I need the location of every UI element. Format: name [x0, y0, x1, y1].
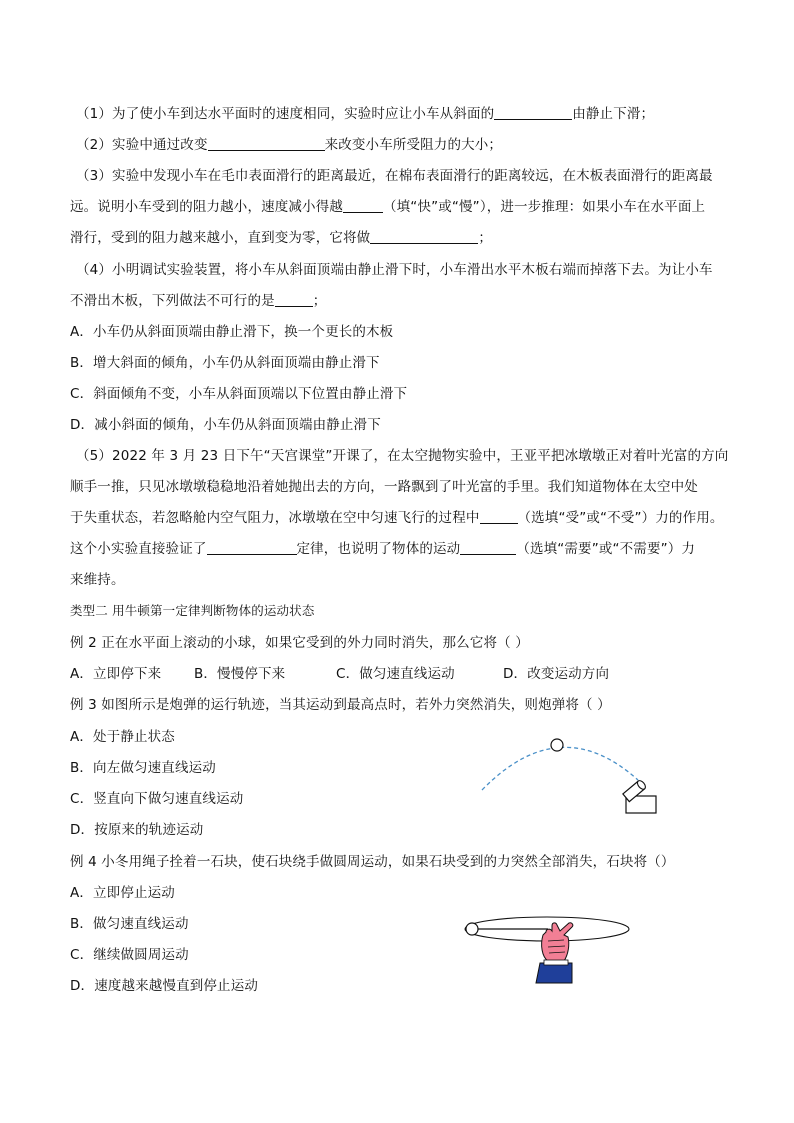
q4-line-2	[70, 291, 326, 311]
q3-text: 滑行，受到的阻力越来越小，直到变为零，它将做	[70, 230, 371, 246]
ex3-option-a[interactable]: A．处于静止状态	[70, 729, 175, 745]
q3-line-1: （3）实验中发现小车在毛巾表面滑行的距离最近，在棉布表面滑行的距离较远，在木板表面滑行的距离最	[76, 168, 713, 184]
q4-text-end: ；	[312, 293, 327, 309]
cannonball	[551, 739, 563, 751]
q3-text: 远。说明小车受到的阻力越小，速度减小得越	[70, 199, 343, 215]
q3-line-2	[70, 197, 705, 217]
ex4-option-d[interactable]: D．速度越来越慢直到停止运动	[70, 978, 258, 994]
cannon-trajectory-figure	[470, 730, 670, 820]
answer-blank[interactable]	[207, 540, 297, 555]
q4-option-c[interactable]: C．斜面倾角不变，小车从斜面顶端以下位置由静止滑下	[70, 386, 408, 402]
answer-blank[interactable]	[275, 292, 313, 307]
q5-text-end: （选填“受”或“不受”）力的作用。	[517, 510, 724, 526]
answer-blank[interactable]	[480, 509, 518, 524]
q5-line-4	[70, 539, 695, 559]
q1-text-end: 由静止下滑；	[572, 106, 655, 122]
q5-text: 于失重状态，若忽略舱内空气阻力，冰墩墩在空中匀速飞行的过程中	[70, 510, 480, 526]
q2-text-end: 来改变小车所受阻力的大小；	[324, 137, 503, 153]
ex2-option-b[interactable]: B．慢慢停下来	[194, 666, 286, 682]
answer-blank[interactable]	[343, 198, 383, 213]
q4-line-1: （4）小明调试实验装置，将小车从斜面顶端由静止滑下时，小车滑出水平木板右端而掉落下去。为让小车	[76, 262, 713, 278]
q5-text: 这个小实验直接验证了	[70, 541, 207, 557]
q4-option-a[interactable]: A．小车仍从斜面顶端由静止滑下，换一个更长的木板	[70, 324, 394, 340]
ex2-option-c[interactable]: C．做匀速直线运动	[336, 666, 455, 682]
q3-text-end: （填“快”或“慢”），进一步推理：如果小车在水平面上	[383, 199, 706, 215]
answer-blank[interactable]	[460, 540, 516, 555]
ex2-question: 例 2 正在水平面上滚动的小球，如果它受到的外力同时消失，那么它将（ ）	[70, 635, 529, 651]
ex3-option-c[interactable]: C．竖直向下做匀速直线运动	[70, 791, 244, 807]
q5-line-2: 顺手一推，只见冰墩墩稳稳地沿着她抛出去的方向，一路飘到了叶光富的手里。我们知道物体在太空中处	[70, 479, 698, 495]
q3-text-end: ；	[478, 230, 492, 246]
answer-blank[interactable]	[370, 229, 478, 244]
ex4-option-b[interactable]: B．做匀速直线运动	[70, 916, 189, 932]
q5-line-5: 来维持。	[70, 572, 125, 588]
sleeve	[536, 963, 572, 983]
q5-text-mid: 定律，也说明了物体的运动	[296, 541, 461, 557]
hand-icon	[536, 923, 573, 983]
q5-line-1: （5）2022 年 3 月 23 日下午“天宫课堂”开课了，在太空抛物实验中，王亚平把冰墩墩正对着叶光富的方向	[76, 448, 729, 464]
ex4-option-a[interactable]: A．立即停止运动	[70, 885, 175, 901]
q4-text: 不滑出木板，下列做法不可行的是	[70, 293, 275, 309]
ex3-question: 例 3 如图所示是炮弹的运行轨迹，当其运动到最高点时，若外力突然消失，则炮弹将（ ）	[70, 697, 611, 713]
section-heading: 类型二 用牛顿第一定律判断物体的运动状态	[70, 603, 315, 618]
q4-option-b[interactable]: B．增大斜面的倾角，小车仍从斜面顶端由静止滑下	[70, 355, 380, 371]
q2-text: （2）实验中通过改变	[76, 137, 208, 153]
q4-option-d[interactable]: D．减小斜面的倾角，小车仍从斜面顶端由静止滑下	[70, 417, 381, 433]
q2-line	[76, 135, 502, 155]
ex2-option-a[interactable]: A．立即停下来	[70, 666, 162, 682]
answer-blank[interactable]	[208, 136, 325, 151]
ex4-option-c[interactable]: C．继续做圆周运动	[70, 947, 189, 963]
ex2-option-d[interactable]: D．改变运动方向	[503, 666, 610, 682]
q5-line-3	[70, 508, 724, 528]
q5-text-end: （选填“需要”或“不需要”）力	[516, 541, 696, 557]
ex4-question: 例 4 小冬用绳子拴着一石块，使石块绕手做圆周运动，如果石块受到的力突然全部消失，石块将（）	[70, 854, 675, 870]
ex3-option-b[interactable]: B．向左做匀速直线运动	[70, 760, 216, 776]
trajectory-arc	[482, 747, 638, 790]
q1-line	[76, 104, 654, 124]
q3-line-3	[70, 228, 492, 248]
stone	[466, 923, 478, 935]
ex3-option-d[interactable]: D．按原来的轨迹运动	[70, 822, 204, 838]
cannon-icon	[623, 779, 656, 813]
stone-circular-motion-figure	[460, 905, 635, 985]
q1-text: （1）为了使小车到达水平面时的速度相同，实验时应让小车从斜面的	[76, 106, 495, 122]
answer-blank[interactable]	[494, 105, 572, 120]
